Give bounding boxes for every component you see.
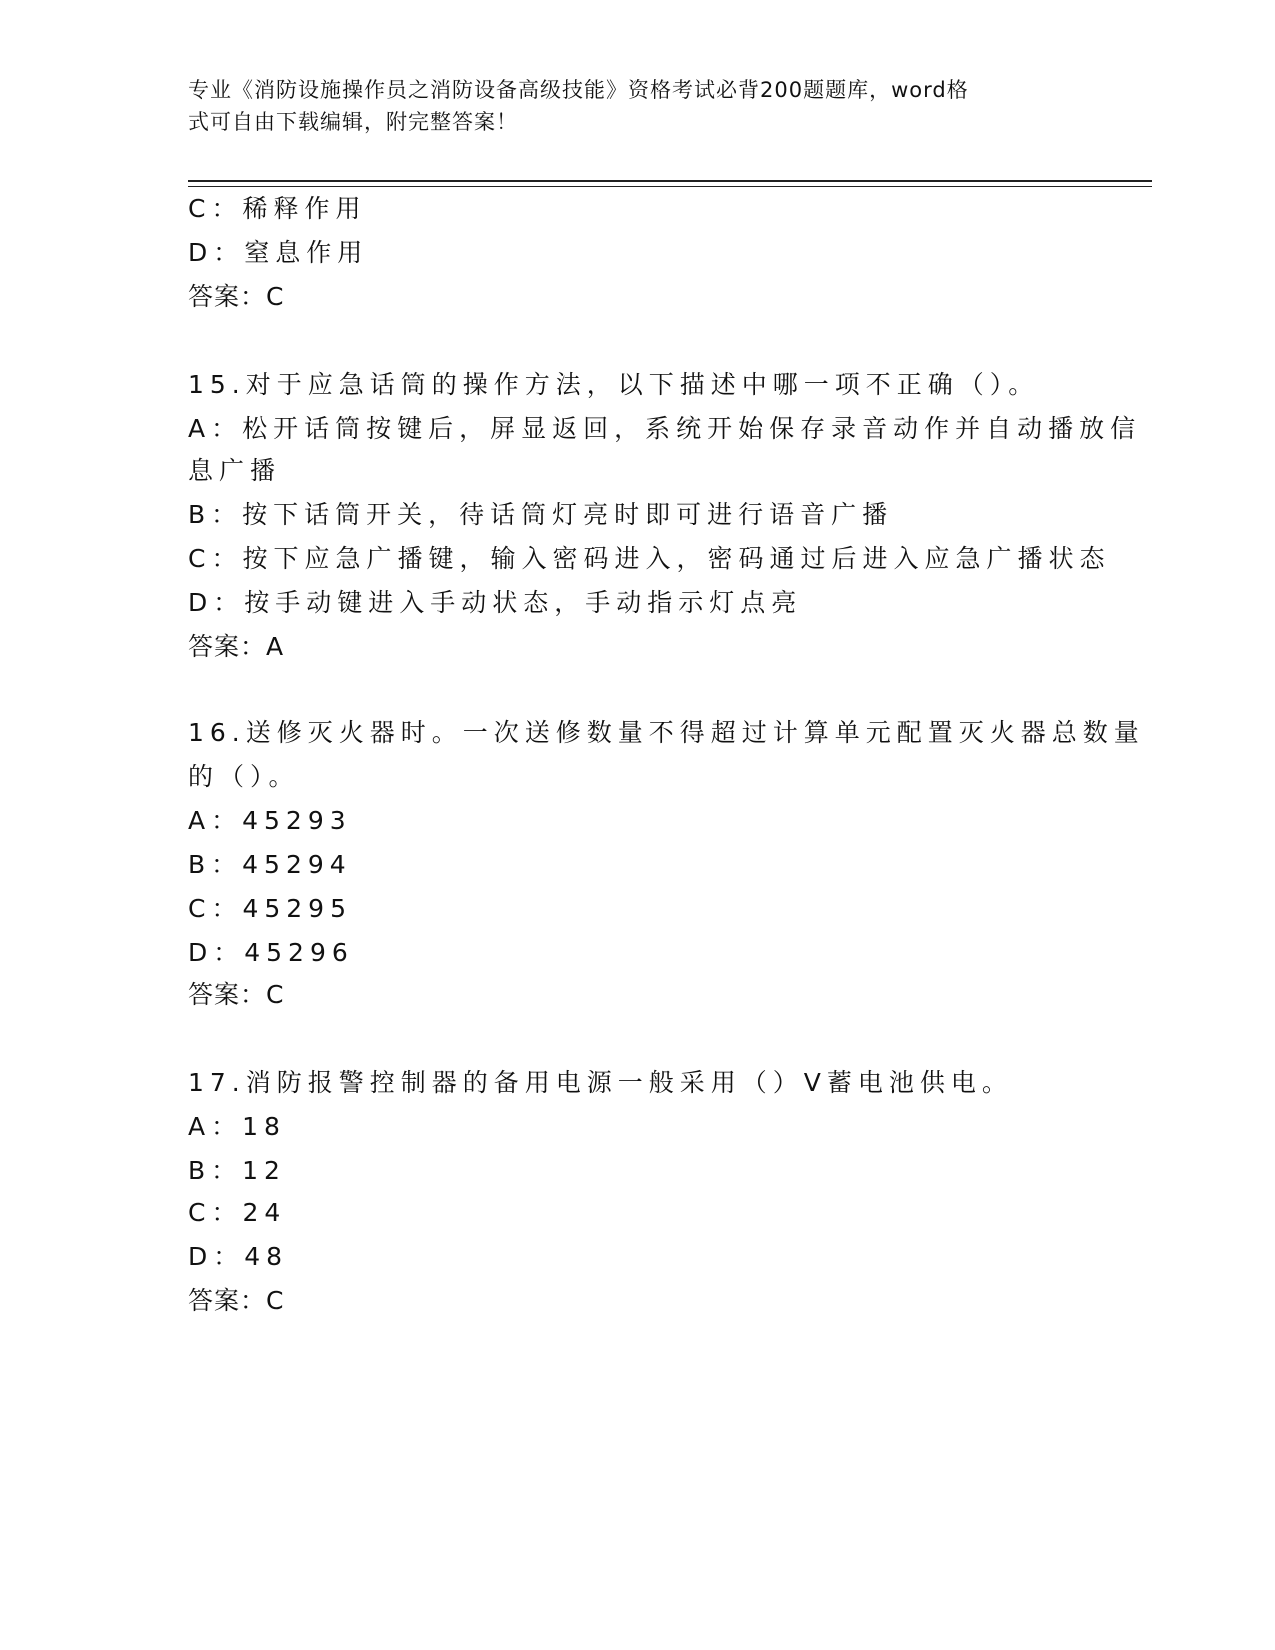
header-line-1: 专业《消防设施操作员之消防设备高级技能》资格考试必背200题题库，word格 <box>188 78 969 102</box>
q15-option-a-line2: 息广播 <box>188 456 282 485</box>
q16-stem-line2: 的（）。 <box>188 762 300 791</box>
q16-option-a: A：45293 <box>188 806 352 835</box>
q15-option-a-line1: A：松开话筒按键后，屏显返回，系统开始保存录音动作并自动播放信 <box>188 414 1142 443</box>
q16-option-b: B：45294 <box>188 850 352 879</box>
q16-stem-line1: 16.送修灭火器时。一次送修数量不得超过计算单元配置灭火器总数量 <box>188 718 1145 747</box>
q17-stem: 17.消防报警控制器的备用电源一般采用（）V蓄电池供电。 <box>188 1068 1013 1097</box>
q17-option-c: C：24 <box>188 1198 287 1227</box>
q16-answer: 答案：C <box>188 980 285 1009</box>
q15-answer: 答案：A <box>188 632 285 661</box>
q17-option-b: B：12 <box>188 1156 286 1185</box>
header-line-2: 式可自由下载编辑，附完整答案！ <box>188 110 518 134</box>
q15-option-d: D：按手动键进入手动状态，手动指示灯点亮 <box>188 588 803 617</box>
q15-stem: 15.对于应急话筒的操作方法，以下描述中哪一项不正确（）。 <box>188 370 1040 399</box>
prev-answer: 答案：C <box>188 282 285 311</box>
q16-option-d: D：45296 <box>188 938 354 967</box>
q15-option-c: C：按下应急广播键，输入密码进入，密码通过后进入应急广播状态 <box>188 544 1111 573</box>
document-header <box>188 74 1088 138</box>
prev-option-d: D：窒息作用 <box>188 238 369 267</box>
q17-option-a: A：18 <box>188 1112 286 1141</box>
header-divider-thin <box>188 186 1152 187</box>
q17-answer: 答案：C <box>188 1286 285 1315</box>
q17-option-d: D：48 <box>188 1242 289 1271</box>
prev-option-c: C：稀释作用 <box>188 194 367 223</box>
q16-option-c: C：45295 <box>188 894 352 923</box>
header-divider-thick <box>188 180 1152 182</box>
q15-option-b: B：按下话筒开关，待话筒灯亮时即可进行语音广播 <box>188 500 894 529</box>
